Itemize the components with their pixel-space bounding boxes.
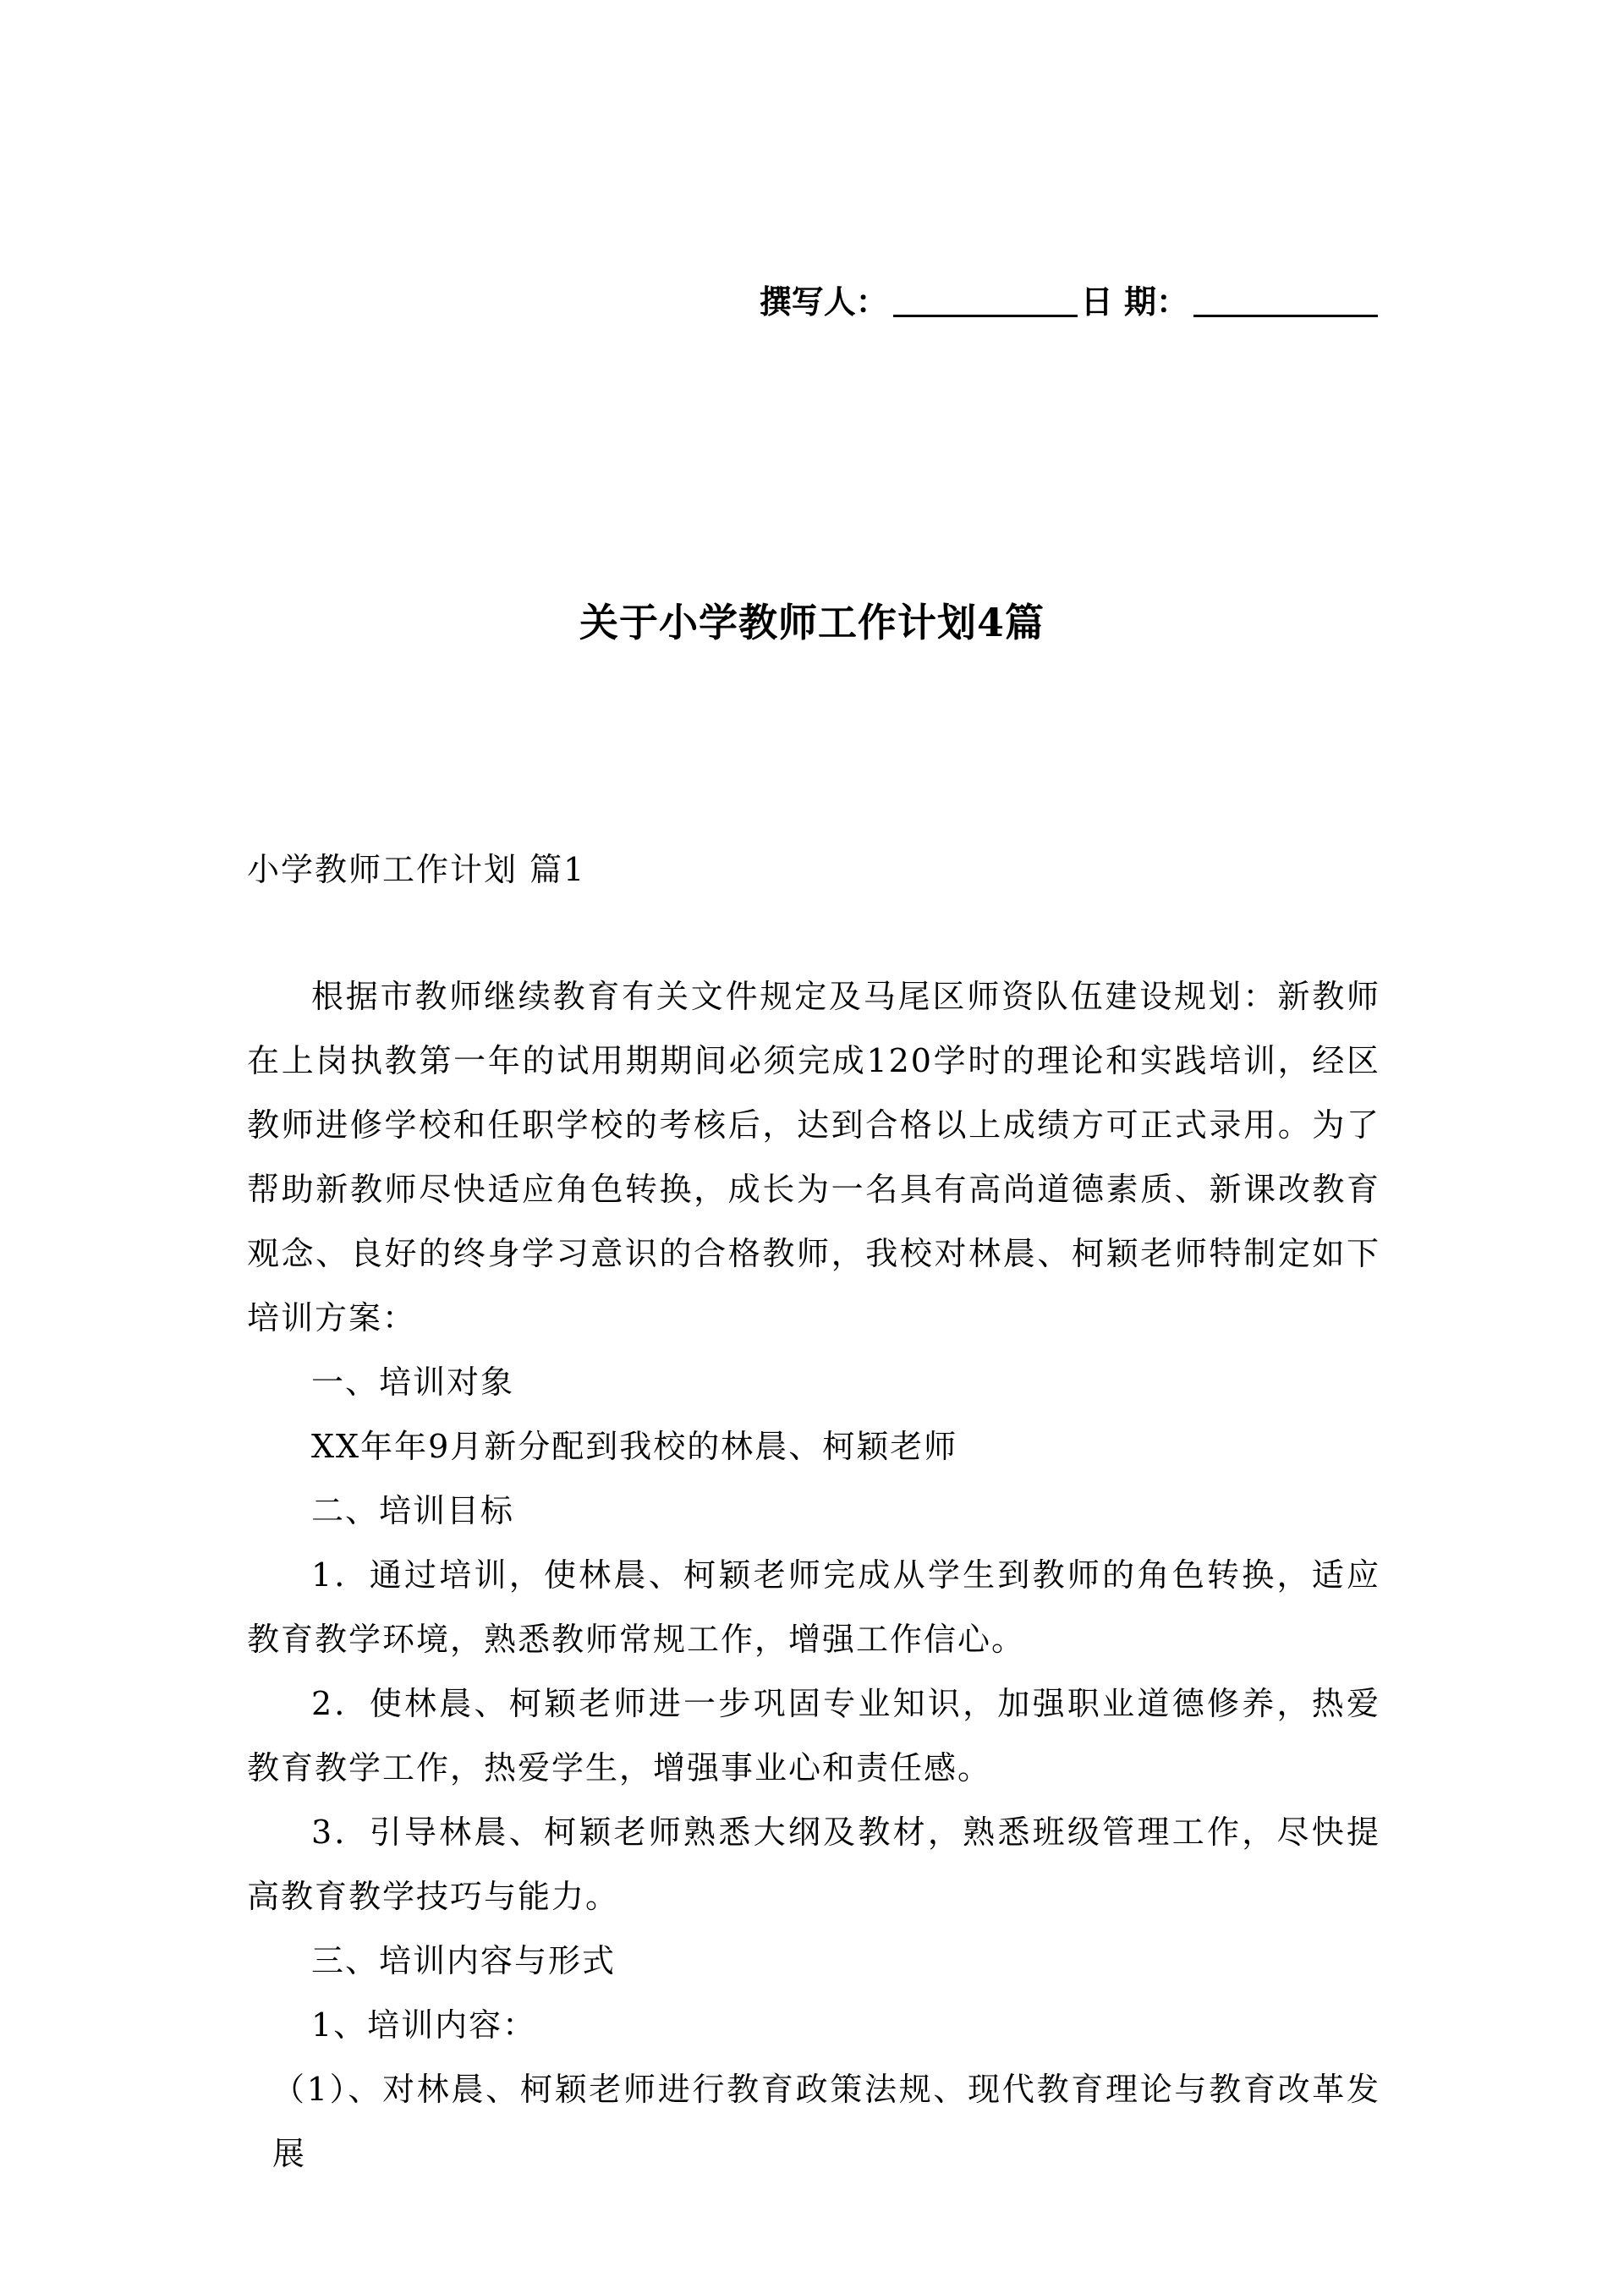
author-date-line [760,276,1381,322]
heading-training-goals: 二、培训目标 [311,1492,515,1529]
heading-content-form: 三、培训内容与形式 [311,1942,617,1979]
author-blank [893,283,1078,317]
date-blank [1193,283,1378,317]
paragraph-intro: 根据市教师继续教育有关文件规定及马尾区师资队伍建设规划：新教师在上岗执教第一年的试用期期间必须完成120学时的理论和实践培训，经区教师进修学校和任职学校的考核后，达到合格以上成绩方可正式录用。为了帮助新教师尽快适应角色转换，成长为一名具有高尚道德素质、新课改教育观念、良好的终身学习意识的合格教师，我校对林晨、柯颖老师特制定如下培训方案： [247,978,1380,1336]
document-body [247,964,1380,2186]
goal-item-1: 1．通过培训，使林晨、柯颖老师完成从学生到教师的角色转换，适应教育教学环境，熟悉教师常规工作，增强工作信心。 [247,1556,1380,1658]
goal-item-2: 2．使林晨、柯颖老师进一步巩固专业知识，加强职业道德修养，热爱教育教学工作，热爱学生，增强事业心和责任感。 [247,1685,1380,1786]
document-title: 关于小学教师工作计划4篇 [579,600,1045,645]
heading-training-target: 一、培训对象 [311,1364,515,1401]
goal-item-3: 3．引导林晨、柯颖老师熟悉大纲及教材，熟悉班级管理工作，尽快提高教育教学技巧与能力。 [247,1814,1380,1915]
author-label: 撰写人： [759,283,888,321]
content-subheading: 1、培训内容： [311,2006,537,2044]
content-item-1: （1）、对林晨、柯颖老师进行教育政策法规、现代教育理论与教育改革发展 [272,2071,1380,2172]
paragraph-target-detail: XX年年9月新分配到我校的林晨、柯颖老师 [311,1428,958,1465]
date-label: 日 期： [1080,283,1188,321]
section-heading: 小学教师工作计划 篇1 [247,851,586,888]
